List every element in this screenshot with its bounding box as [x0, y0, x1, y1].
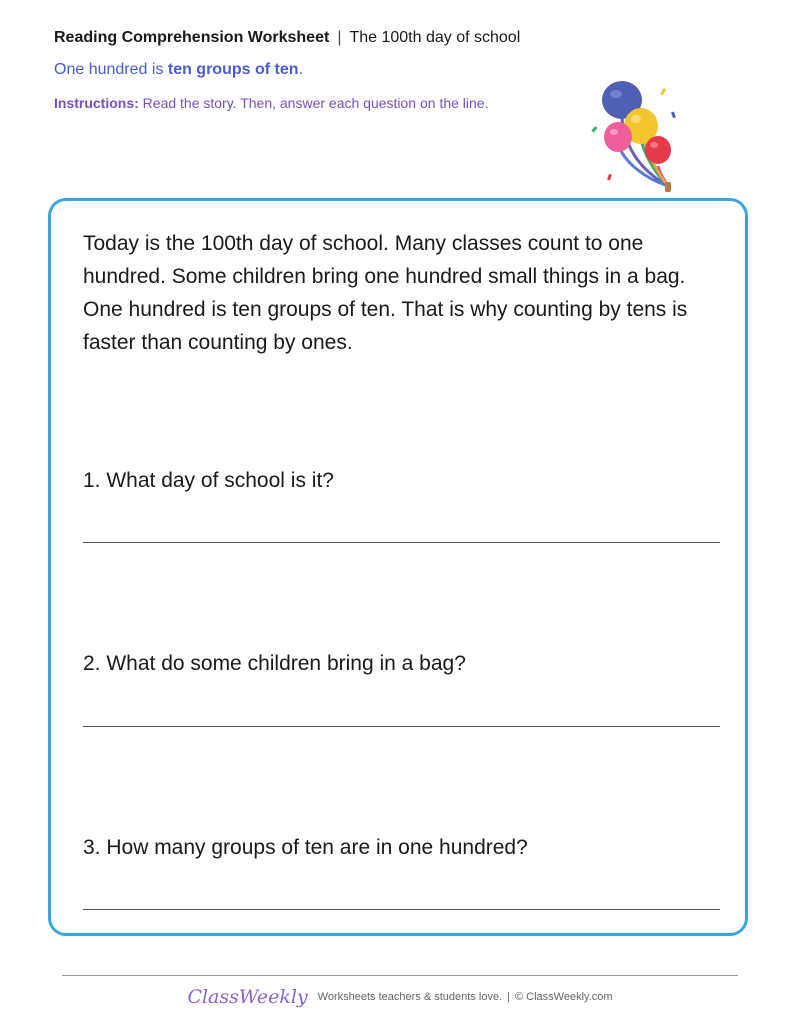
worksheet-header	[54, 28, 574, 114]
copyright-text: © ClassWeekly.com	[514, 991, 613, 1003]
brand-logo: ClassWeekly	[187, 986, 308, 1008]
title-separator: |	[337, 29, 342, 46]
footer	[0, 986, 800, 1008]
question-1: 1. What day of school is it?	[83, 469, 334, 492]
answer-line-1[interactable]	[83, 542, 720, 543]
instructions-text: Read the story. Then, answer each question on the line.	[138, 95, 489, 111]
tagline-text: Worksheets teachers & students love.	[317, 991, 503, 1003]
subtitle-prefix: One hundred is	[54, 61, 168, 78]
subtitle-suffix: .	[298, 61, 303, 78]
answer-line-3[interactable]	[83, 909, 720, 910]
balloons-illustration	[588, 74, 688, 198]
footer-divider	[62, 975, 738, 976]
subtitle-emphasis: ten groups of ten	[167, 61, 299, 78]
balloons-icon	[588, 74, 688, 198]
subtitle	[54, 60, 574, 80]
question-2: 2. What do some children bring in a bag?	[83, 652, 466, 675]
title-line	[54, 28, 574, 48]
worksheet-title: Reading Comprehension Worksheet	[54, 29, 330, 46]
question-3: 3. How many groups of ten are in one hundred?	[83, 836, 528, 859]
story-text: Today is the 100th day of school. Many classes count to one hundred. Some children bring one hundred small things in a bag. One hundred is ten groups of ten. That is why counting by tens is faster than counting by ones.	[83, 232, 688, 354]
instructions	[54, 92, 494, 114]
answer-line-2[interactable]	[83, 726, 720, 727]
story-card	[48, 198, 748, 936]
worksheet-topic: The 100th day of school	[349, 29, 521, 46]
footer-tagline	[318, 991, 613, 1003]
footer-separator: |	[507, 991, 510, 1003]
instructions-label: Instructions:	[54, 95, 139, 111]
